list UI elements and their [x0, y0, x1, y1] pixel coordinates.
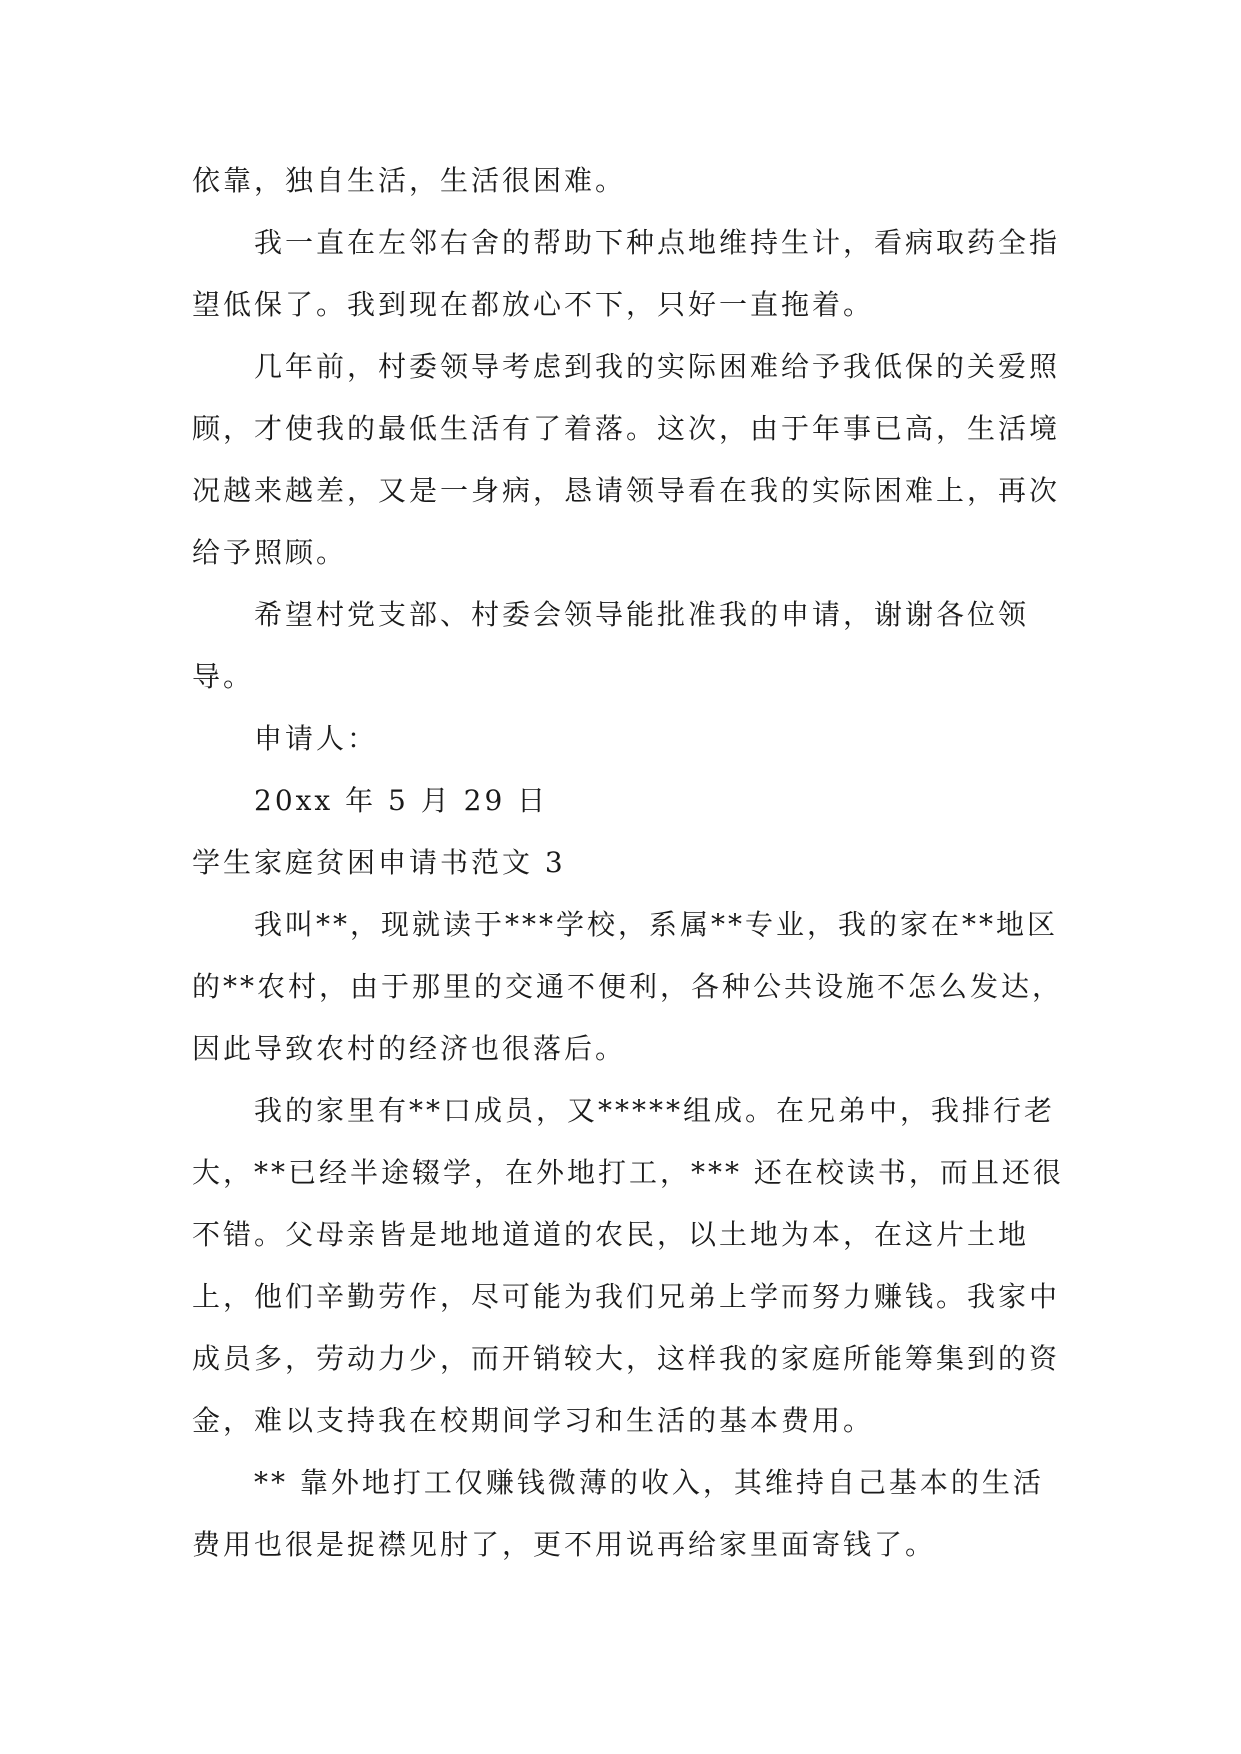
paragraph-sibling-income: ** 靠外地打工仅赚钱微薄的收入，其维持自己基本的生活费用也很是捉襟见肘了，更不用说再给家里面寄钱了。 [192, 1466, 1044, 1561]
paragraph-past-assistance: 几年前，村委领导考虑到我的实际困难给予我低保的关爱照顾，才使我的最低生活有了着落。这次，由于年事已高，生活境况越来越差，又是一身病，恳请领导看在我的实际困难上，再次给予照顾。 [192, 350, 1061, 569]
paragraph-livelihood: 我一直在左邻右舍的帮助下种点地维持生计，看病取药全指望低保了。我到现在都放心不下，只好一直拖着。 [192, 226, 1061, 321]
document-body [192, 150, 1072, 1576]
paragraph-introduction: 我叫**，现就读于***学校，系属**专业，我的家在**地区的**农村，由于那里的交通不便利，各种公共设施不怎么发达，因此导致农村的经济也很落后。 [192, 908, 1064, 1065]
section-heading: 学生家庭贫困申请书范文 3 [192, 846, 566, 879]
paragraph-request: 希望村党支部、村委会领导能批准我的申请，谢谢各位领导。 [192, 598, 1030, 693]
paragraph-family: 我的家里有**口成员，又*****组成。在兄弟中，我排行老大，**已经半途辍学，在外地打工，*** 还在校读书，而且还很不错。父母亲皆是地地道道的农民，以土地为本，在这片土地上，他们辛勤劳作，尽可能为我们兄弟上学而努力赚钱。我家中成员多，劳动力少，而开销较大，这样我的家庭所能筹集到的资金，难以支持我在校期间学习和生活的基本费用。 [192, 1094, 1064, 1437]
applicant-label: 申请人： [254, 722, 379, 755]
paragraph-continuation: 依靠，独自生活，生活很困难。 [192, 164, 627, 197]
application-date: 20xx 年 5 月 29 日 [254, 784, 549, 817]
